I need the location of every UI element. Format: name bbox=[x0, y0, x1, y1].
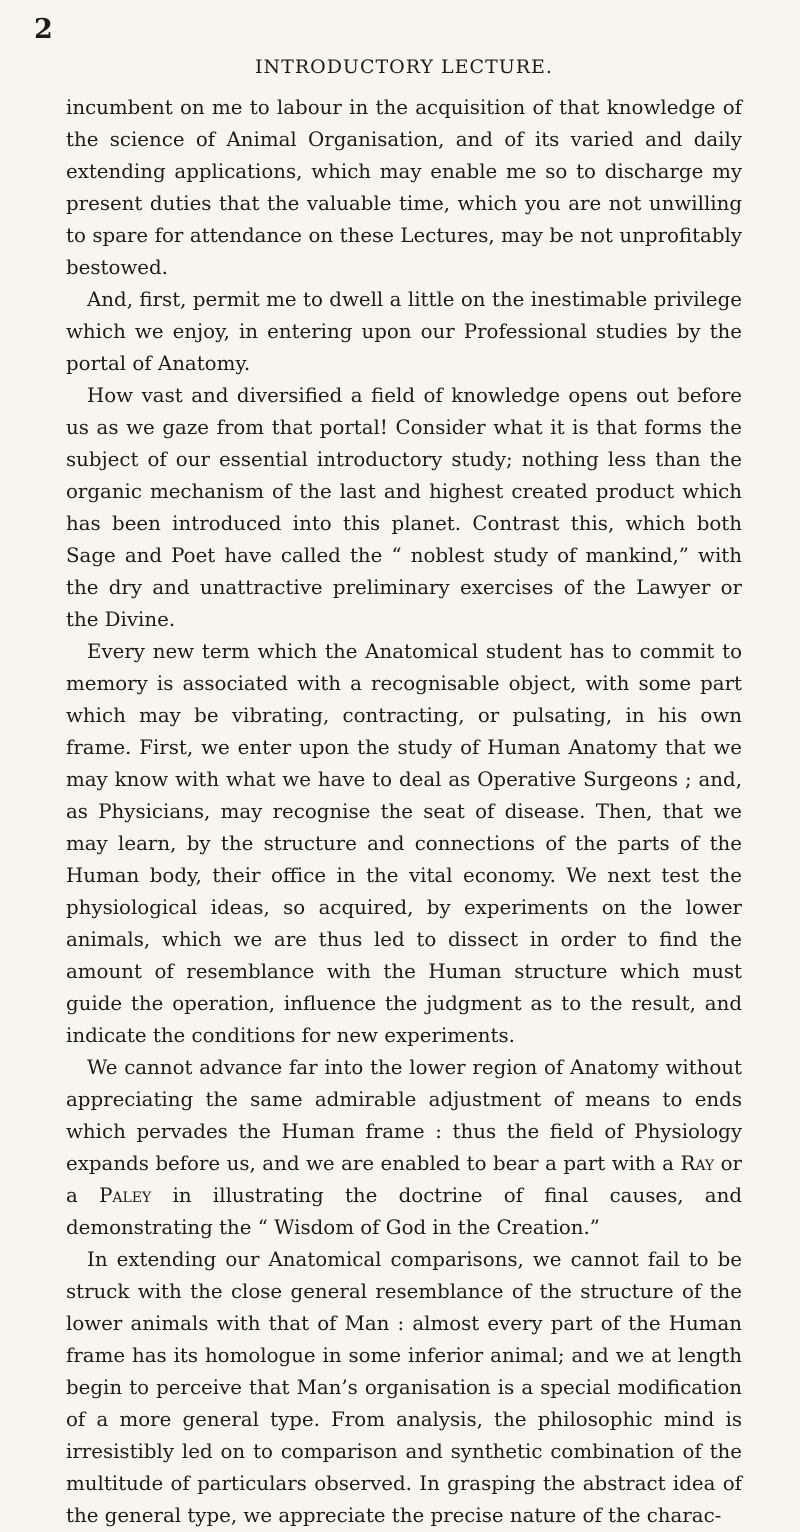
paragraph-5-text-a: We cannot advance far into the lower region of Anatomy without appreciating the same admirable adjustment of means to ends which pervades the Human frame : thus the field of Physiology expands before us, and we are enabled to bear a part with a bbox=[66, 1056, 742, 1175]
paragraph-5-text-b: or a bbox=[66, 1152, 743, 1207]
paragraph-5-text-c: in illustrating the doctrine of final causes, and demonstrating the “ Wisdom of God in the Creation.” bbox=[66, 1184, 742, 1239]
page-number: 2 bbox=[34, 14, 53, 45]
name-paley: Paley bbox=[99, 1184, 152, 1207]
paragraph-6: In extending our Anatomical comparisons, we cannot fail to be struck with the close general resemblance of the structure of the lower animals with that of Man : almost every part of the Human frame has its homologue in some inferior animal; and we at length begin to perceive that Man’s organisation is a special modification of a more general type. From analysis, the philosophic mind is irresistibly led on to comparison and synthetic combination of the multitude of particulars observed. In grasping the abstract idea of the general type, we appreciate the precise nature of the charac- bbox=[66, 1248, 742, 1527]
body-text bbox=[66, 92, 742, 1532]
paragraph-1: incumbent on me to labour in the acquisition of that knowledge of the science of Animal Organisation, and of its varied and daily extending applications, which may enable me so to discharge my present duties that the valuable time, which you are not unwilling to spare for attendance on these Lectures, may be not unprofitably bestowed. bbox=[66, 96, 742, 279]
name-ray: Ray bbox=[680, 1152, 715, 1175]
paragraph-4: Every new term which the Anatomical student has to commit to memory is associated with a recognisable object, with some part which may be vibrating, contracting, or pulsating, in his own frame. First, we enter upon the study of Human Anatomy that we may know with what we have to deal as Operative Surgeons ; and, as Physicians, may recognise the seat of disease. Then, that we may learn, by the structure and connections of the parts of the Human body, their office in the vital economy. We next test the physiological ideas, so acquired, by experiments on the lower animals, which we are thus led to dissect in order to find the amount of resemblance with the Human structure which must guide the operation, influence the judgment as to the result, and indicate the conditions for new experiments. bbox=[66, 640, 742, 1047]
paragraph-3: How vast and diversified a field of knowledge opens out before us as we gaze from that portal! Consider what it is that forms the subject of our essential introductory study; nothing less than the organic mechanism of the last and highest created product which has been introduced into this planet. Contrast this, which both Sage and Poet have called the “ noblest study of mankind,” with the dry and unattractive preliminary exercises of the Lawyer or the Divine. bbox=[66, 384, 742, 631]
paragraph-5 bbox=[66, 1052, 742, 1244]
running-head: INTRODUCTORY LECTURE. bbox=[255, 56, 553, 78]
page-header bbox=[34, 0, 742, 92]
paragraph-2: And, first, permit me to dwell a little on the inestimable privilege which we enjoy, in entering upon our Professional studies by the portal of Anatomy. bbox=[66, 288, 742, 375]
